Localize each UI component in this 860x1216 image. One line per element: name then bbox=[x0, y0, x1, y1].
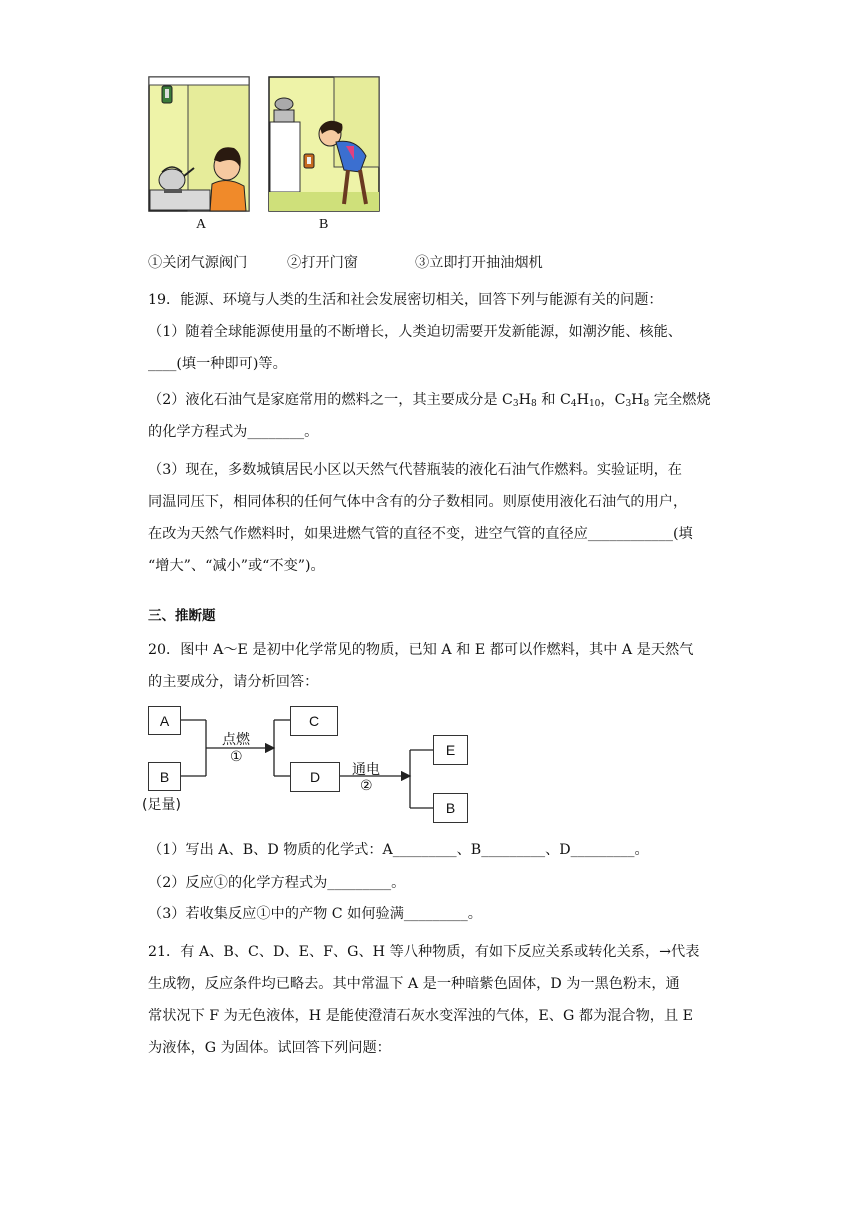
reaction-1-label: ① bbox=[230, 749, 243, 765]
q21-line4: 为液体，G 为固体。试回答下列问题： bbox=[148, 1040, 391, 1056]
q19-part1-line1: （1）随着全球能源使用量的不断增长，人类迫切需要开发新能源，如潮汐能、核能、 bbox=[148, 324, 682, 340]
box-d: D bbox=[290, 762, 340, 792]
figure-a-label: A bbox=[196, 217, 207, 232]
q19-part3-line2: 同温同压下，相同体积的任何气体中含有的分子数相同。则原使用液化石油气的用户， bbox=[148, 494, 688, 510]
q19-part3-line1: （3）现在，多数城镇居民小区以天然气代替瓶装的液化石油气作燃料。实验证明，在 bbox=[148, 462, 682, 478]
box-b-note: (足量) bbox=[142, 797, 181, 813]
condition-electrolysis: 通电 bbox=[352, 762, 380, 778]
figure-b bbox=[268, 76, 380, 212]
q20-stem-line2: 的主要成分，请分析回答： bbox=[148, 674, 319, 690]
option-1: ①关闭气源阀门 bbox=[148, 255, 248, 271]
section-heading: 三、推断题 bbox=[148, 608, 216, 624]
options-line bbox=[148, 253, 543, 273]
q20-diagram bbox=[140, 700, 480, 830]
q19-part2-line2: 的化学方程式为________。 bbox=[148, 424, 319, 440]
kitchen-kettle-illustration bbox=[148, 76, 250, 212]
option-3: ③立即打开抽油烟机 bbox=[415, 255, 543, 271]
option-2: ②打开门窗 bbox=[287, 255, 358, 271]
q21-line3: 常状况下 F 为无色液体，H 是能使澄清石灰水变浑浊的气体，E、G 都为混合物，且 E bbox=[148, 1008, 694, 1024]
box-b2: B bbox=[433, 793, 468, 823]
q20-stem-line1: 20．图中 A～E 是初中化学常见的物质，已知 A 和 E 都可以作燃料，其中 A 是天然气 bbox=[148, 642, 694, 658]
figure-b-label: B bbox=[319, 217, 329, 232]
figure-a bbox=[148, 76, 250, 212]
box-a: A bbox=[148, 706, 181, 735]
box-b: B bbox=[148, 762, 181, 791]
box-e: E bbox=[433, 735, 468, 765]
condition-ignite: 点燃 bbox=[222, 732, 250, 748]
q19-stem: 19．能源、环境与人类的生活和社会发展密切相关，回答下列与能源有关的问题： bbox=[148, 292, 663, 308]
gas-leak-illustration bbox=[268, 76, 380, 212]
reaction-2-label: ② bbox=[360, 778, 373, 794]
q19-part1-line2: ____(填一种即可)等。 bbox=[148, 356, 287, 372]
q19-part2-line1: （2）液化石油气是家庭常用的燃料之一，其主要成分是 $C_3H_8$ 和 $C_4H_{10}$，$C_3H_8$ 完全燃烧 bbox=[148, 392, 711, 409]
q19-part3-line4: “增大”、“减小”或“不变”)。 bbox=[148, 558, 325, 574]
q20-part2: （2）反应①的化学方程式为_________。 bbox=[148, 875, 406, 891]
q21-line2: 生成物，反应条件均已略去。其中常温下 A 是一种暗紫色固体，D 为一黑色粉末，通 bbox=[148, 976, 680, 992]
q19-part3-line3: 在改为天然气作燃料时，如果进燃气管的直径不变，进空气管的直径应____________(填 bbox=[148, 526, 693, 542]
q20-part3: （3）若收集反应①中的产物 C 如何验满_________。 bbox=[148, 906, 482, 922]
box-c: C bbox=[290, 706, 338, 736]
q21-line1: 21．有 A、B、C、D、E、F、G、H 等八种物质，有如下反应关系或转化关系，→代表 bbox=[148, 944, 700, 960]
q20-part1: （1）写出 A、B、D 物质的化学式：A_________、B_________、D_________。 bbox=[148, 842, 649, 858]
